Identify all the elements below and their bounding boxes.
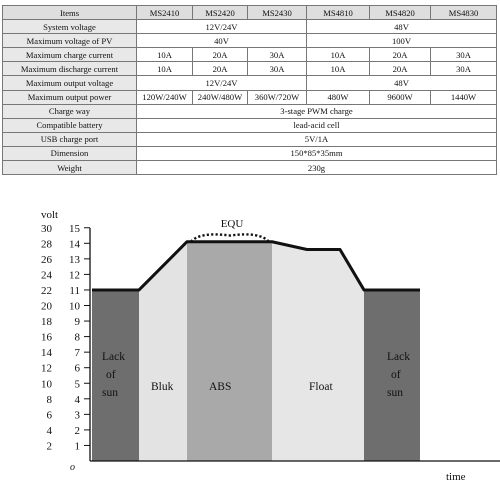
table-cell: 20A [193,62,248,76]
table-cell: 30A [431,48,497,62]
table-row [3,20,497,34]
table-cell: 480W [307,90,370,104]
equ-label: EQU [220,218,244,230]
y-tick-label-24v: 6 [46,409,52,422]
y-tick-label-12v: 12 [69,269,80,282]
y-tick-label-24v: 10 [41,378,52,391]
y-tick-label-12v: 15 [69,222,80,235]
table-cell: 100V [307,34,497,48]
table-header-row [3,6,497,20]
table-cell: 30A [248,48,307,62]
table-cell: 10A [307,62,370,76]
table-header-cell: MS2420 [193,6,248,20]
table-cell: 240W/480W [193,90,248,104]
y-tick-label-24v: 4 [46,424,52,437]
y-tick-label-24v: 20 [41,300,52,313]
table-row [3,34,497,48]
table-row-label: Maximum charge current [3,48,137,62]
origin-label: o [70,462,75,473]
table-cell: 12V/24V [137,20,307,34]
table-cell: 5V/1A [137,132,497,146]
table-cell: 30A [248,62,307,76]
y-tick-label-12v: 2 [74,424,80,437]
stage-label: Float [309,381,333,393]
y-axis-ticks-24v [41,223,53,453]
table-row [3,48,497,62]
y-tick-label-24v: 2 [46,440,52,453]
table-row [3,76,497,90]
table-row [3,161,497,175]
table-row-label: Maximum voltage of PV [3,34,137,48]
y-tick-label-24v: 12 [41,362,52,375]
table-cell: lead-acid cell [137,118,497,132]
y-tick-label-12v: 3 [74,409,80,422]
stage-label: Lack of sun [387,351,410,399]
table-cell: 30A [431,62,497,76]
table-row [3,118,497,132]
y-tick-label-24v: 14 [41,347,52,360]
y-tick-label-12v: 4 [74,393,80,406]
y-tick-label-24v: 24 [41,269,52,282]
y-axis-ticks-12v [69,223,90,453]
table-row-label: Maximum output power [3,90,137,104]
table-cell: 9600W [370,90,431,104]
table-cell: 48V [307,20,497,34]
table-cell: 3-stage PWM charge [137,104,497,118]
y-tick-label-12v: 5 [74,378,80,391]
stage-label: ABS [209,381,232,393]
table-header-cell: MS4820 [370,6,431,20]
table-row-label: USB charge port [3,132,137,146]
stage-background [187,242,272,461]
table-row [3,104,497,118]
table-cell: 20A [370,48,431,62]
y-tick-label-24v: 16 [41,331,52,344]
table-row-label: Compatible battery [3,118,137,132]
y-tick-label-24v: 28 [41,238,52,251]
table-row-label: Maximum output voltage [3,76,137,90]
table-cell: 40V [137,34,307,48]
stage-background [272,242,364,461]
table-row-label: Charge way [3,104,137,118]
table-row-label: Maximum discharge current [3,62,137,76]
table-cell: 20A [193,48,248,62]
table-header-cell: Items [3,6,137,20]
spec-table [2,5,497,175]
table-row-label: System voltage [3,20,137,34]
table-row [3,146,497,160]
y-tick-label-12v: 1 [74,440,80,453]
table-cell: 1440W [431,90,497,104]
table-row-label: Weight [3,161,137,175]
table-row-label: Dimension [3,146,137,160]
stage-label: Bluk [151,381,174,393]
y-tick-label-12v: 8 [74,331,80,344]
table-header-cell: MS2430 [248,6,307,20]
table-cell: 20A [370,62,431,76]
y-tick-label-12v: 9 [74,316,80,329]
table-cell: 12V/24V [137,76,307,90]
table-header-cell: MS2410 [137,6,193,20]
table-header-cell: MS4830 [431,6,497,20]
y-tick-label-24v: 18 [41,316,52,329]
table-header-cell: MS4810 [307,6,370,20]
table-row [3,62,497,76]
table-cell: 120W/240W [137,90,193,104]
stage-background [139,242,187,461]
y-tick-label-12v: 11 [69,284,80,297]
table-cell: 360W/720W [248,90,307,104]
y-tick-label-24v: 30 [41,222,52,235]
x-axis-label: time [446,471,466,483]
y-tick-label-12v: 13 [69,253,80,266]
stage-label: Lack of sun [102,351,125,399]
charging-stage-diagram [0,196,500,500]
y-tick-label-12v: 10 [69,300,80,313]
table-cell: 48V [307,76,497,90]
y-tick-label-24v: 26 [41,253,52,266]
table-row [3,132,497,146]
table-cell: 10A [137,48,193,62]
table-cell: 150*85*35mm [137,146,497,160]
table-cell: 10A [137,62,193,76]
stage-backgrounds [92,242,420,461]
table-cell: 10A [307,48,370,62]
y-tick-label-24v: 22 [41,284,52,297]
y-axis-label: volt [41,209,59,221]
y-tick-label-12v: 7 [74,347,80,360]
table-cell: 230g [137,161,497,175]
y-tick-label-12v: 6 [74,362,80,375]
y-tick-label-12v: 14 [69,238,80,251]
y-tick-label-24v: 8 [46,393,52,406]
table-row [3,90,497,104]
